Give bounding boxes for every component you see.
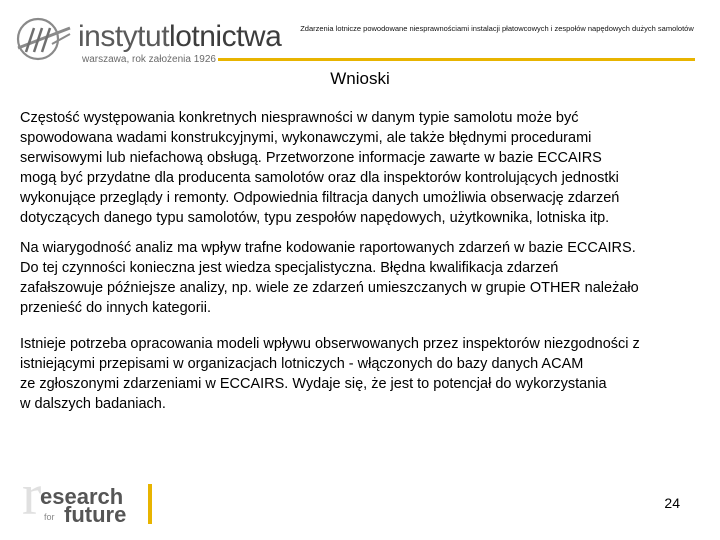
logo-subtitle: warszawa, rok założenia 1926	[82, 54, 216, 65]
logo-name-part2: lotnictwa	[169, 20, 282, 53]
institute-emblem-icon	[12, 14, 74, 64]
logo-name	[78, 20, 281, 54]
paragraph-2: Na wiarygodność analiz ma wpływ trafne kodowanie raportowanych zdarzeń w bazie ECCAIRS. Do tej czynności konieczna jest wiedza specjalistyczna. Błędna kwalifikacja zdarzeń zafałszowuje późniejsze analizy, np. wiele ze zdarzeń umieszczanych w grupie OTHER należało przenieść do innych kategorii.	[20, 240, 639, 316]
page-number: 24	[664, 495, 680, 511]
paragraph-1: Częstość występowania konkretnych niesprawności w danym typie samolotu może być spowodowana wadami konstrukcyjnymi, wykonawczymi, ale także błędnymi procedurami serwisowymi lub niefachową obsługą. Przetworzone informacje zawarte w bazie ECCAIRS mogą być przydatne dla producenta samolotów oraz dla inspektorów kontrolujących jednostki wykonujące przeglądy i remonty. Odpowiednia filtracja danych umożliwia obserwację zdarzeń dotyczących danego typu samolotów, typu zespołów napędowych, użytkownika, lotniska itp.	[20, 110, 620, 226]
slide-title: Wnioski	[330, 69, 390, 88]
institute-logo	[12, 12, 282, 70]
header-divider	[218, 58, 695, 61]
presentation-title: Zdarzenia lotnicze powodowane niesprawnościami instalacji płatowcowych i zespołów napędowych dużych samolotów	[300, 24, 694, 33]
research-for-future-logo	[22, 462, 162, 526]
paragraph-3: Istnieje potrzeba opracowania modeli wpływu obserwowanych przez inspektorów niezgodności z istniejącymi przepisami w organizacjach lotniczych - włączonych do bazy danych ACAM ze zgłoszonymi zdarzeniami w ECCAIRS. Wydaje się, że jest to potencjał do wykorzystania w dalszych badaniach.	[20, 336, 640, 412]
logo-word-future: future	[64, 502, 127, 526]
logo-name-part1: instytut	[78, 20, 170, 53]
logo-r-letter: r	[22, 462, 42, 526]
logo-accent-bar	[148, 484, 152, 524]
logo-word-research: esearch	[40, 484, 124, 509]
logo-word-for: for	[44, 512, 55, 522]
